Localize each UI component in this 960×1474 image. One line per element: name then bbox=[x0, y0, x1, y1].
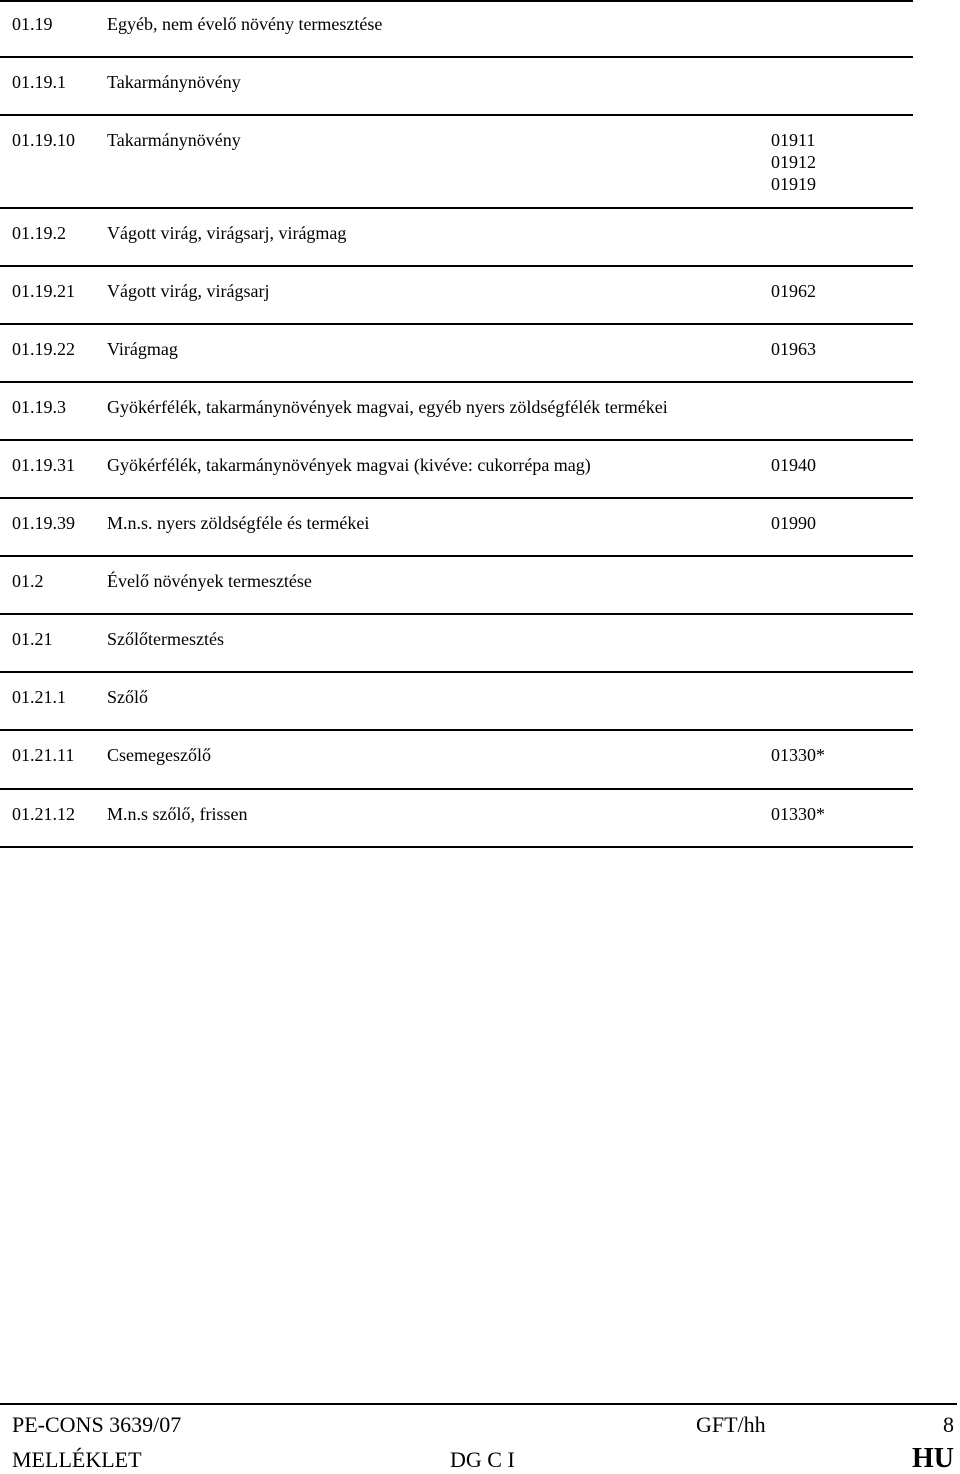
cpa-codes bbox=[771, 454, 816, 476]
footer-page-number: 8 bbox=[943, 1412, 954, 1437]
cpa-codes bbox=[771, 129, 816, 195]
footer-annex: MELLÉKLET bbox=[12, 1447, 142, 1472]
table-row bbox=[0, 116, 913, 209]
footer-language: HU bbox=[912, 1443, 954, 1474]
nace-code: 01.19.22 bbox=[12, 339, 75, 359]
description: Szőlő bbox=[107, 687, 149, 707]
nace-code: 01.19.2 bbox=[12, 223, 66, 243]
cpa-code: 01330* bbox=[771, 745, 825, 765]
nace-code: 01.21.1 bbox=[12, 687, 66, 707]
table-row bbox=[0, 731, 913, 790]
cpa-code: 01919 bbox=[771, 174, 816, 194]
cpa-code: 01963 bbox=[771, 339, 816, 359]
footer-initials: GFT/hh bbox=[696, 1412, 766, 1437]
description: Virágmag bbox=[107, 339, 178, 359]
footer-rule bbox=[0, 1403, 957, 1405]
nace-code: 01.19.1 bbox=[12, 72, 66, 92]
description: M.n.s. nyers zöldségféle és termékei bbox=[107, 513, 370, 533]
table-row bbox=[0, 499, 913, 557]
description: Csemegeszőlő bbox=[107, 745, 211, 765]
cpa-code: 01962 bbox=[771, 281, 816, 301]
description: Vágott virág, virágsarj bbox=[107, 281, 270, 301]
table-row bbox=[0, 325, 913, 383]
table-row bbox=[0, 441, 913, 499]
cpa-code: 01912 bbox=[771, 152, 816, 172]
footer-dg: DG C I bbox=[450, 1447, 515, 1472]
table-row bbox=[0, 209, 913, 267]
cpa-codes bbox=[771, 280, 816, 302]
nace-code: 01.19.31 bbox=[12, 455, 75, 475]
description: Gyökérfélék, takarmánynövények magvai, egyéb nyers zöldségfélék termékei bbox=[107, 397, 668, 417]
description: Gyökérfélék, takarmánynövények magvai (kivéve: cukorrépa mag) bbox=[107, 455, 591, 475]
description: Évelő növények termesztése bbox=[107, 571, 312, 591]
cpa-code: 01940 bbox=[771, 455, 816, 475]
table-row bbox=[0, 673, 913, 731]
description: Vágott virág, virágsarj, virágmag bbox=[107, 223, 347, 243]
description: Szőlőtermesztés bbox=[107, 629, 224, 649]
cpa-codes bbox=[771, 744, 825, 766]
cpa-codes bbox=[771, 338, 816, 360]
description: Takarmánynövény bbox=[107, 72, 241, 92]
table-row bbox=[0, 557, 913, 615]
nace-code: 01.19.21 bbox=[12, 281, 75, 301]
cpa-code: 01330* bbox=[771, 804, 825, 824]
cpa-code: 01911 bbox=[771, 130, 816, 150]
description: Takarmánynövény bbox=[107, 130, 241, 150]
nace-code: 01.19 bbox=[12, 14, 53, 34]
table-row bbox=[0, 0, 913, 58]
nace-code: 01.21.11 bbox=[12, 745, 75, 765]
table-row bbox=[0, 615, 913, 673]
table-row bbox=[0, 58, 913, 116]
footer-doc-ref: PE-CONS 3639/07 bbox=[12, 1412, 182, 1437]
cpa-code: 01990 bbox=[771, 513, 816, 533]
description: M.n.s szőlő, frissen bbox=[107, 804, 248, 824]
nace-code: 01.2 bbox=[12, 571, 44, 591]
nace-code: 01.19.3 bbox=[12, 397, 66, 417]
cpa-codes bbox=[771, 512, 816, 534]
nace-code: 01.21 bbox=[12, 629, 53, 649]
nace-code: 01.21.12 bbox=[12, 804, 75, 824]
nace-code: 01.19.10 bbox=[12, 130, 75, 150]
cpa-codes bbox=[771, 803, 825, 825]
table-row bbox=[0, 383, 913, 441]
table-row bbox=[0, 790, 913, 848]
description: Egyéb, nem évelő növény termesztése bbox=[107, 14, 383, 34]
nace-code: 01.19.39 bbox=[12, 513, 75, 533]
table-row bbox=[0, 267, 913, 325]
